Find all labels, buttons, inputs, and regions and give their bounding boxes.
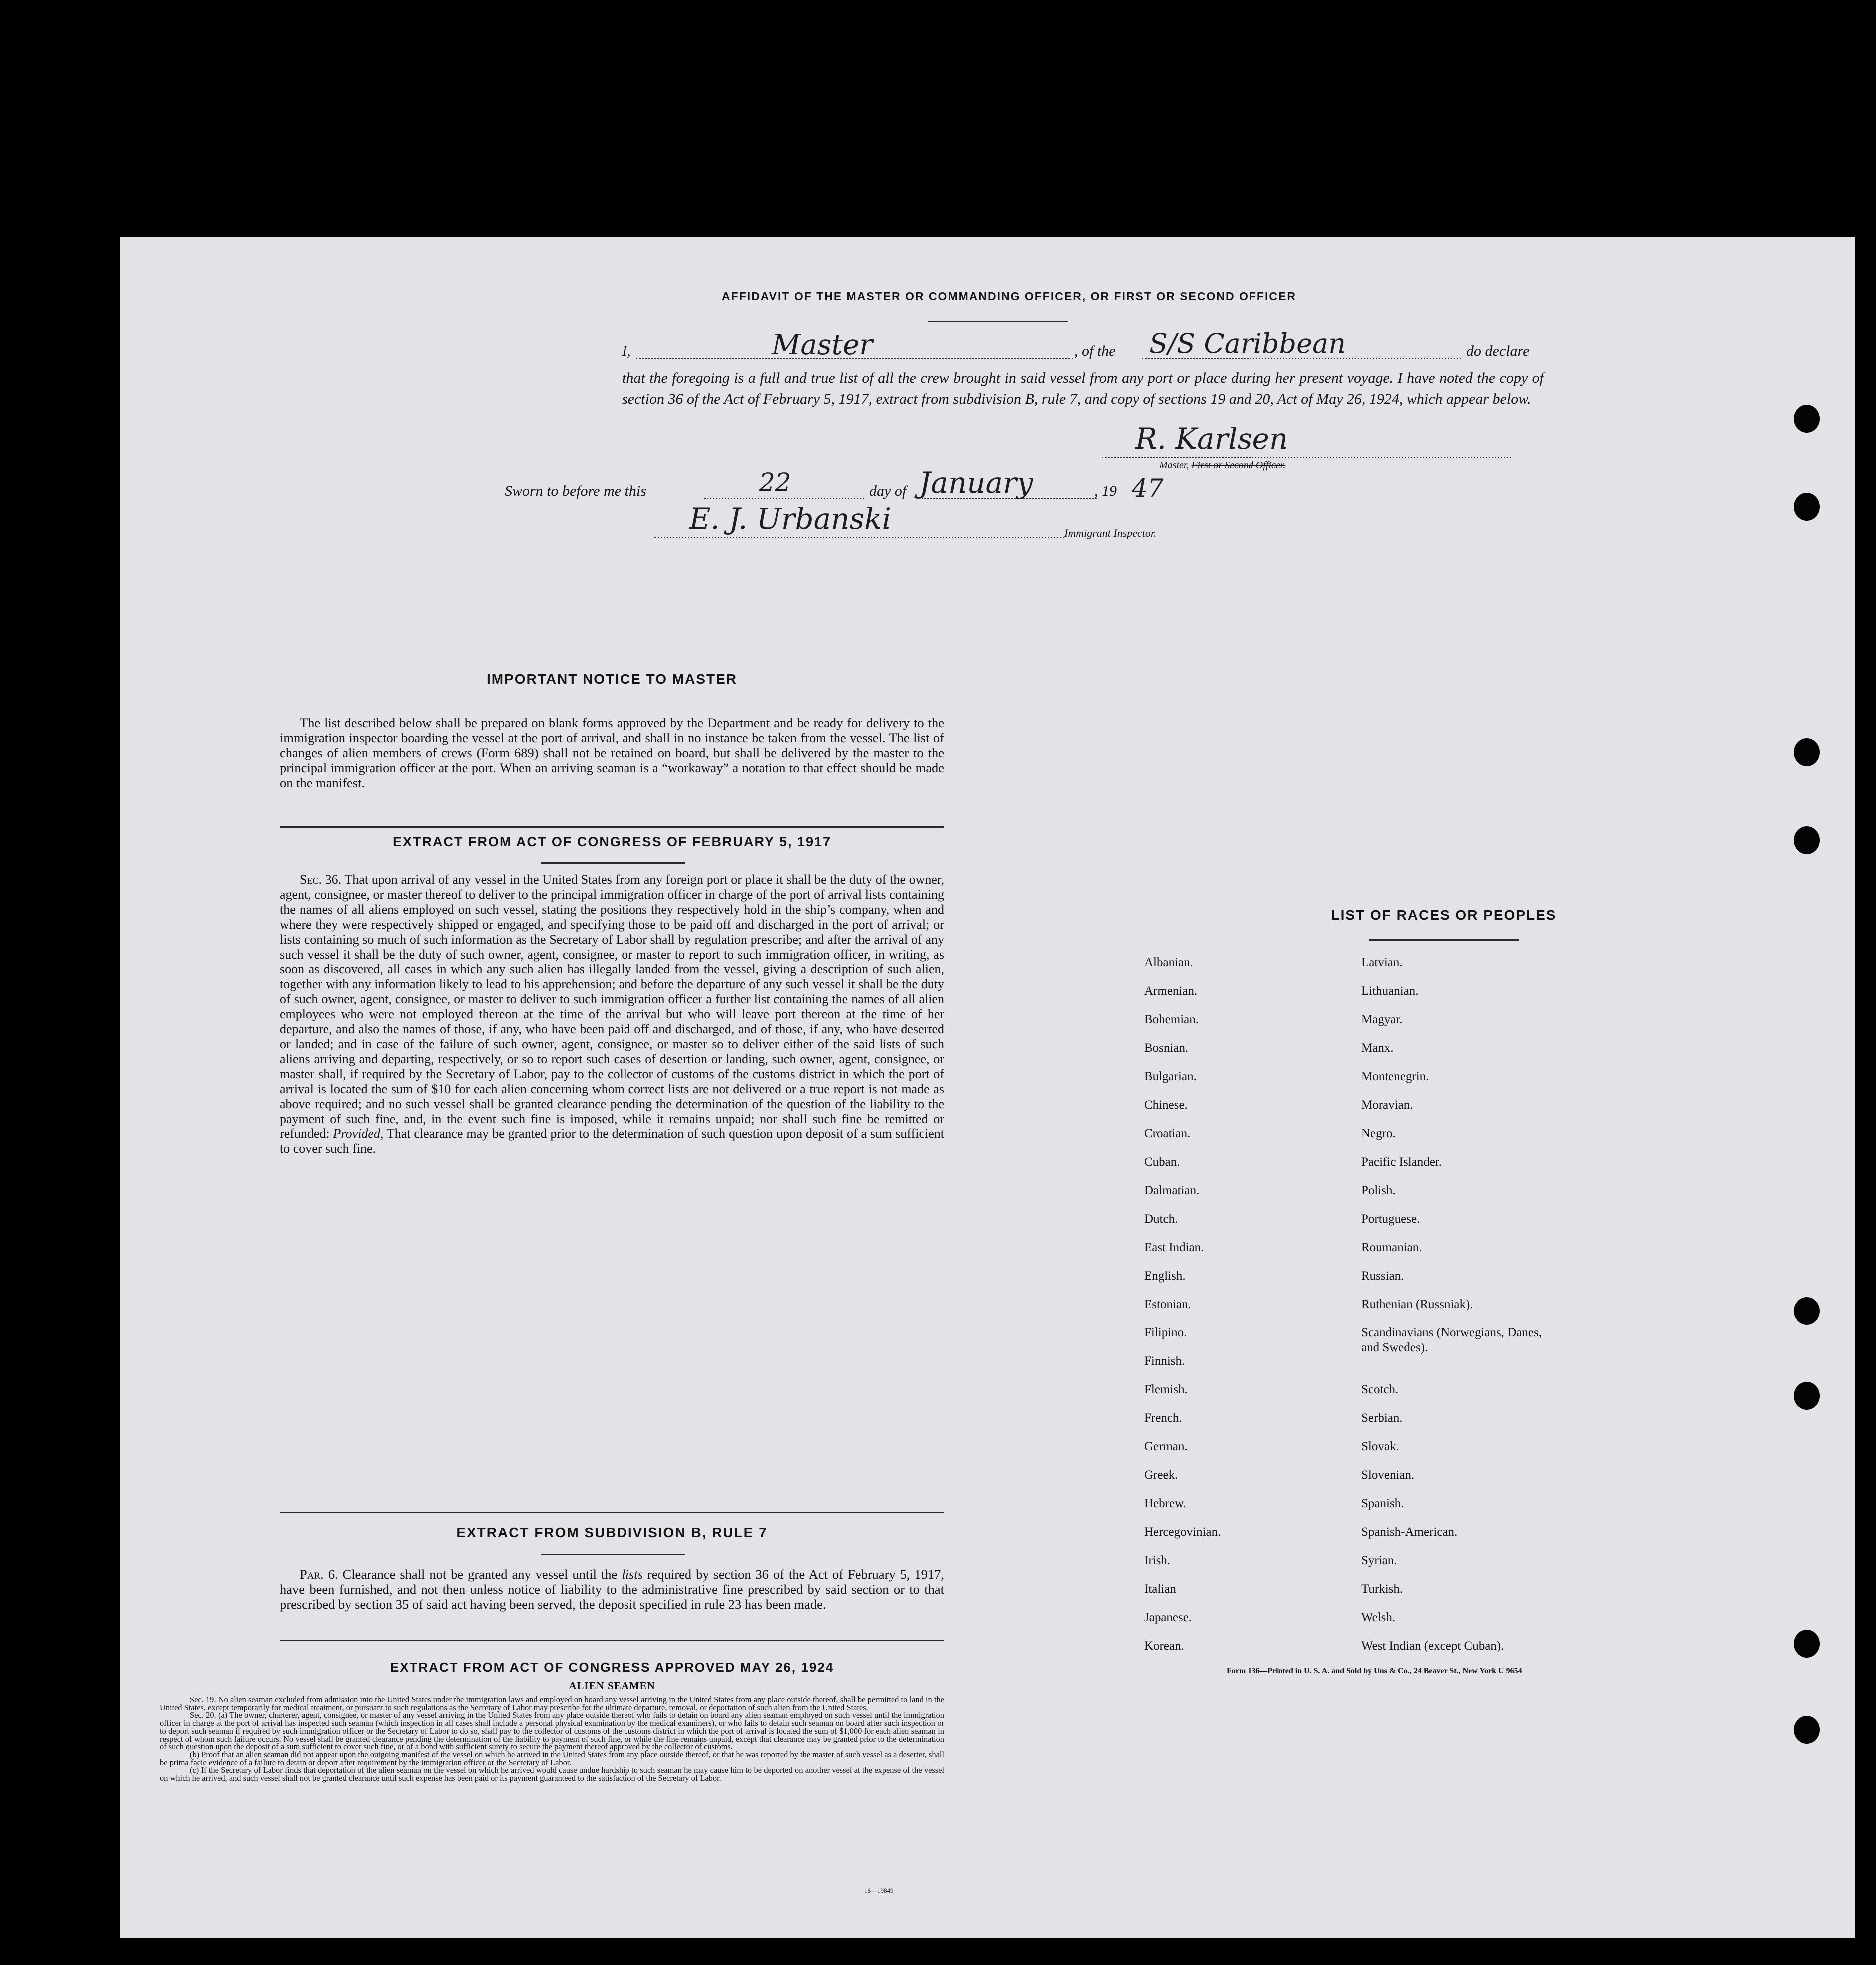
subdivision-b-heading: EXTRACT FROM SUBDIVISION B, RULE 7	[456, 1525, 768, 1540]
affidavit-heading: AFFIDAVIT OF THE MASTER OR COMMANDING OFFICER, OR FIRST OR SECOND OFFICER	[722, 290, 1296, 303]
sworn-line	[505, 466, 1304, 513]
master-signature-line	[1102, 457, 1511, 458]
race-item: Turkish.	[1361, 1582, 1403, 1596]
inspector-signature-line	[654, 537, 1064, 538]
inspector-signature: E. J. Urbanski	[689, 502, 891, 536]
race-item: Spanish.	[1361, 1497, 1404, 1510]
race-item: Croatian.	[1144, 1127, 1191, 1140]
race-item: Polish.	[1361, 1184, 1396, 1197]
affidavit-line-1	[622, 328, 1544, 368]
officer-name-handwritten: Master	[772, 329, 873, 361]
race-item: Latvian.	[1361, 956, 1403, 969]
punch-hole	[1794, 1716, 1820, 1744]
heading-rule	[928, 321, 1068, 322]
race-item: Greek.	[1144, 1468, 1178, 1482]
section-rule	[280, 1640, 944, 1641]
races-heading: LIST OF RACES OR PEOPLES	[1331, 907, 1557, 923]
year-handwritten: 47	[1132, 474, 1164, 503]
race-item: Russian.	[1361, 1269, 1404, 1283]
paragraph-6-body-a: Clearance shall not be granted any vessel until the	[342, 1567, 622, 1582]
affidavit-body: that the foregoing is a full and true list of all the crew brought in said vessel from any port or place during her present voyage. I have noted the copy of section 36 of the Act of February 5, 1917, extract from subdivision B, rule 7, and copy of sections 19 and 20, Act of May 26, 1924, which appear below.	[622, 370, 1544, 407]
extract-1917-heading: EXTRACT FROM ACT OF CONGRESS OF FEBRUARY 5, 1917	[392, 834, 832, 849]
race-item: Slovenian.	[1361, 1468, 1415, 1482]
race-item: English.	[1144, 1269, 1186, 1283]
race-item: Chinese.	[1144, 1098, 1188, 1112]
punch-hole	[1794, 826, 1820, 854]
race-item: Moravian.	[1361, 1098, 1413, 1112]
race-item: Magyar.	[1361, 1013, 1403, 1026]
vessel-name-handwritten: S/S Caribbean	[1149, 328, 1346, 359]
race-item: Irish.	[1144, 1554, 1171, 1567]
alien-seamen-subheading: ALIEN SEAMEN	[569, 1680, 655, 1692]
paragraph-6-body-b: required by section 36 of the Act of February 5, 1917, have been furnished, and not then unless notice of liability to the administrative fine prescribed by said section or to that prescribed by section 35 of said act having been served, the deposit specified in rule 23 has been made.	[280, 1567, 945, 1612]
i-label: I,	[622, 343, 631, 359]
race-item: Italian	[1144, 1582, 1176, 1596]
race-item: German.	[1144, 1440, 1188, 1453]
heading-rule	[1369, 939, 1519, 941]
punch-hole	[1794, 1382, 1820, 1410]
signature-caption	[1159, 460, 1285, 471]
race-item: Korean.	[1144, 1639, 1184, 1653]
race-item: French.	[1144, 1411, 1182, 1425]
race-item: Welsh.	[1361, 1611, 1396, 1624]
race-item: Lithuanian.	[1361, 984, 1419, 998]
race-item: Slovak.	[1361, 1440, 1399, 1453]
inspector-caption: Immigrant Inspector.	[1064, 527, 1157, 539]
punch-hole	[1794, 493, 1820, 521]
race-item: Flemish.	[1144, 1383, 1188, 1396]
race-item: Dutch.	[1144, 1212, 1178, 1226]
do-declare-label: do declare	[1466, 343, 1530, 359]
form-code: 16—19849	[864, 1887, 894, 1894]
section-19: Sec. 19. No alien seaman excluded from admission into the United States under the immigration laws and employed on board any vessel arriving in the United States from any place outside thereof, shall be permitted to land in the United States, except temporarily for medical treatment, or pursuant to such regulations as the Secretary of Labor may prescribe for the ultimate departure, removal, or deportation of such alien from the United States.	[160, 1695, 944, 1712]
race-item: West Indian (except Cuban).	[1361, 1639, 1504, 1653]
race-item: Syrian.	[1361, 1554, 1397, 1567]
sworn-label: Sworn to before me this	[505, 483, 646, 499]
races-right-column	[1361, 955, 1551, 1667]
section-36-body-a: That upon arrival of any vessel in the United States from any foreign port or place it shall be the duty of the owner, agent, consignee, or master thereof to deliver to the principal immigration officer in charge of the port of arrival lists containing the names of all aliens employed on such vessel, stating the positions they respectively hold in the ship’s company, when and where they were respectively shipped or engaged, and specifying those to be paid off and discharged in the port of arrival; or lists containing so much of such information as the Secretary of Labor shall by regulation prescribe; and after the arrival of any such vessel it shall be the duty of such owner, agent, consignee, or master to report to such immigration officer, in writing, as soon as discovered, all cases in which any such alien has illegally landed from the vessel, giving a description of such alien, together with any information likely to lead to his apprehension; and before the departure of any such vessel it shall be the duty of such owner, agent, consignee, or master to deliver to such immigration officer a further list containing the names of all alien employees who were not employed thereon at the time of the arrival but who will leave port thereon at the time of her departure, and also the names of those, if any, who have been paid off and discharged, and of those, if any, who have deserted or landed; and in case of the failure of such owner, agent, consignee, or master so to deliver either of the said lists of such aliens arriving and departing, respectively, or so to report such cases of desertion or landing, such owner, agent, consignee, or master shall, if required by the Secretary of Labor, pay to the collector of customs of the customs district in which the port of arrival is located the sum of $10 for each alien concerning whom correct lists are not delivered or a true report is not made as above required; and no such vessel shall be granted clearance pending the determination of the question of the liability to the payment of such fine, and, in the event such fine is imposed, while it remains unpaid; nor shall such fine be remitted or refunded:	[280, 872, 944, 1141]
race-item: Estonian.	[1144, 1298, 1191, 1311]
section-36-label: Sec. 36.	[300, 872, 342, 887]
race-item: Pacific Islander.	[1361, 1155, 1442, 1169]
day-of-label: day of	[869, 483, 907, 499]
race-item: Scandinavians (Norwegians, Danes, and Swedes).	[1361, 1326, 1542, 1354]
punch-hole	[1794, 1297, 1820, 1325]
of-the-label: , of the	[1074, 343, 1116, 359]
document-page	[120, 237, 1855, 1938]
month-handwritten: January	[919, 466, 1033, 500]
race-item: Hercegovinian.	[1144, 1525, 1221, 1539]
provided-word: Provided,	[333, 1126, 384, 1141]
heading-rule	[541, 862, 685, 864]
section-36-body-b: That clearance may be granted prior to the determination of such question upon deposit of a sum sufficient to cover such fine.	[280, 1126, 944, 1156]
caption-struck: First or Second Officer.	[1191, 460, 1286, 471]
section-rule	[280, 826, 944, 828]
race-item: Spanish-American.	[1361, 1525, 1458, 1539]
lists-word: lists	[622, 1567, 643, 1582]
year-prefix: , 19	[1094, 483, 1117, 499]
heading-rule	[541, 1554, 685, 1555]
race-item: Bosnian.	[1144, 1041, 1189, 1055]
form-printer-line: Form 136—Printed in U. S. A. and Sold by Uns & Co., 24 Beaver St., New York U 9654	[1227, 1667, 1522, 1675]
race-item: Albanian.	[1144, 956, 1193, 969]
paragraph-6-label: Par. 6.	[300, 1567, 338, 1582]
day-line	[704, 498, 864, 499]
sections-19-20-text	[160, 1696, 944, 1782]
section-20c: (c) If the Secretary of Labor finds that deportation of the alien seaman on the vessel on which he arrived would cause undue hardship to such seaman he may cause him to be deported on another vessel at the expense of the vessel on which he arrived, and such vessel shall not be granted clearance until such expense has been paid or its payment guaranteed to the satisfaction of the Secretary of Labor.	[160, 1765, 944, 1783]
caption-master: Master,	[1159, 460, 1189, 471]
race-item: Scotch.	[1361, 1383, 1399, 1396]
race-item: Armenian.	[1144, 984, 1198, 998]
race-item: Dalmatian.	[1144, 1184, 1200, 1197]
race-item: Ruthenian (Russniak).	[1361, 1298, 1473, 1311]
race-item: Japanese.	[1144, 1611, 1192, 1624]
master-signature: R. Karlsen	[1135, 422, 1288, 456]
notice-text: The list described below shall be prepared on blank forms approved by the Department and be ready for delivery to the immigration inspector boarding the vessel at the port of arrival, and shall in no instance be taken from the vessel. The list of changes of alien members of crews (Form 689) shall not be retained on board, but shall be delivered by the master to the principal immigration officer at the port. When an arriving seaman is a “workaway” a notation to that effect should be made on the manifest.	[280, 715, 944, 790]
notice-heading: IMPORTANT NOTICE TO MASTER	[486, 671, 738, 687]
race-item: Manx.	[1361, 1041, 1394, 1055]
race-item: Filipino.	[1144, 1326, 1187, 1339]
race-item: Bulgarian.	[1144, 1070, 1197, 1083]
section-36-text	[280, 872, 944, 1156]
section-20b: (b) Proof that an alien seaman did not appear upon the outgoing manifest of the vessel on which he arrived in the United States from any place outside thereof, or that he was reported by the master of such vessel as a deserter, shall be prima facie evidence of a failure to detain or deport after requirement by the immigration officer or the Secretary of Labor.	[160, 1749, 944, 1767]
paragraph-6-text	[280, 1567, 944, 1612]
race-item: Hebrew.	[1144, 1497, 1186, 1510]
race-item: Finnish.	[1144, 1354, 1185, 1368]
race-item: Portuguese.	[1361, 1212, 1420, 1226]
race-item: Cuban.	[1144, 1155, 1180, 1169]
extract-1924-heading: EXTRACT FROM ACT OF CONGRESS APPROVED MAY 26, 1924	[390, 1660, 834, 1675]
race-item: Roumanian.	[1361, 1241, 1422, 1254]
race-item: Montenegrin.	[1361, 1070, 1429, 1083]
punch-hole	[1794, 738, 1820, 766]
race-item: Negro.	[1361, 1127, 1396, 1140]
races-left-column	[1144, 955, 1221, 1667]
day-handwritten: 22	[759, 468, 791, 497]
race-item: Serbian.	[1361, 1411, 1403, 1425]
race-item: East Indian.	[1144, 1241, 1204, 1254]
punch-hole	[1794, 405, 1820, 433]
race-item: Bohemian.	[1144, 1013, 1199, 1026]
section-rule	[280, 1512, 944, 1513]
section-20a: Sec. 20. (a) The owner, charterer, agent, consignee, or master of any vessel arriving in the United States from any place outside thereof who fails to detain on board any alien seaman employed on such vessel until the immigration officer in charge at the port of arrival has inspected such seaman (which inspection in all cases shall include a personal physical examination by the medical examiners), or who fails to detain such seaman on board after such inspection or to deport such seaman if required by such immigration officer or the Secretary of Labor to do so, shall pay to the collector of customs of the customs district in which the port of arrival is located the sum of $1,000 for each alien seaman in respect of whom such failure occurs. No vessel shall be granted clearance pending the determination of the liability to payment of such fine, or while the fine remains unpaid, except that clearance may be granted prior to the determination of such question upon the deposit of a sum sufficient to cover such fine, or of a bond with sufficient surety to secure the payment thereof approved by the collector of customs.	[160, 1710, 944, 1752]
punch-hole	[1794, 1630, 1820, 1658]
